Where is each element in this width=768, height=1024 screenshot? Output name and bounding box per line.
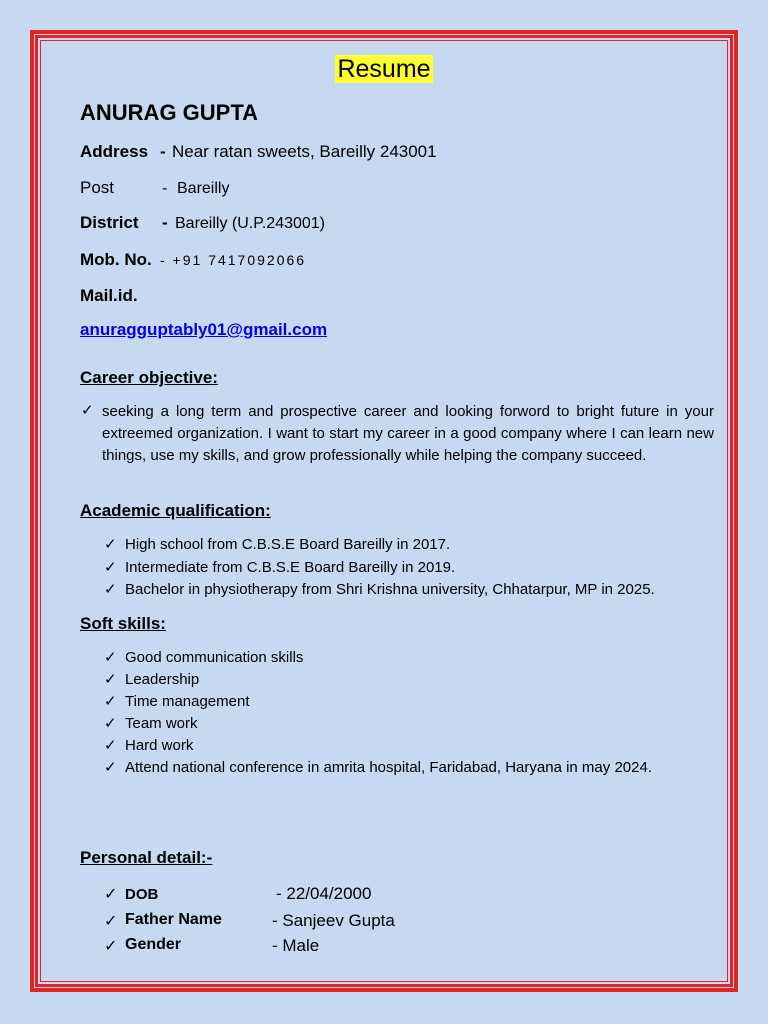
father-name-label: Father Name — [125, 911, 222, 928]
skill-item: Good communication skills — [125, 649, 304, 666]
post-dash: - — [162, 180, 168, 197]
academic-heading: Academic qualification: — [80, 501, 271, 520]
skill-item: Attend national conference in amrita hospital, Faridabad, Haryana in may 2024. — [125, 759, 652, 776]
skill-item: Hard work — [125, 737, 194, 754]
gender-value: - Male — [272, 936, 320, 955]
address-value: Near ratan sweets, Bareilly 243001 — [172, 142, 437, 161]
check-icon: ✓ — [104, 715, 117, 732]
mobile-value: - +91 7417092066 — [160, 252, 307, 268]
post-label: Post — [80, 178, 115, 197]
soft-skills-heading: Soft skills: — [80, 614, 166, 633]
check-icon: ✓ — [104, 649, 117, 666]
resume-title: Resume — [337, 55, 431, 83]
check-icon: ✓ — [104, 913, 118, 930]
dob-value: - 22/04/2000 — [276, 884, 372, 903]
check-icon: ✓ — [104, 886, 118, 903]
candidate-name: ANURAG GUPTA — [80, 100, 259, 125]
check-icon: ✓ — [104, 759, 117, 776]
career-objective-heading: Career objective: — [80, 368, 218, 387]
mail-label: Mail.id. — [80, 286, 138, 305]
address-dash: - — [160, 142, 166, 161]
check-icon: ✓ — [104, 671, 117, 688]
gender-label: Gender — [125, 936, 182, 953]
academic-item: High school from C.B.S.E Board Bareilly in 2017. — [125, 536, 451, 553]
email-link[interactable]: anuragguptably01@gmail.com — [80, 320, 328, 339]
check-icon: ✓ — [81, 402, 94, 419]
district-dash: - — [162, 213, 168, 232]
academic-item: Intermediate from C.B.S.E Board Bareilly in 2019. — [125, 559, 456, 576]
check-icon: ✓ — [104, 536, 117, 553]
skill-item: Time management — [125, 693, 250, 710]
career-objective-text: seeking a long term and prospective career and looking forword to bright future in your extreemed organization. I want to start my career in a good company where I can learn new things, use my skills, and grow professionally while helping the company succeed. — [102, 403, 714, 464]
personal-detail-heading: Personal detail:- — [80, 848, 213, 867]
post-value: Bareilly — [177, 180, 230, 197]
check-icon: ✓ — [104, 693, 117, 710]
skill-item: Team work — [125, 715, 198, 732]
father-name-value: - Sanjeev Gupta — [272, 911, 395, 930]
address-label: Address — [80, 142, 149, 161]
check-icon: ✓ — [104, 559, 117, 576]
academic-item: Bachelor in physiotherapy from Shri Krishna university, Chhatarpur, MP in 2025. — [125, 581, 655, 598]
district-value: Bareilly (U.P.243001) — [175, 215, 326, 232]
check-icon: ✓ — [104, 938, 118, 955]
district-label: District — [80, 213, 139, 232]
dob-label: DOB — [125, 886, 159, 903]
check-icon: ✓ — [104, 581, 117, 598]
skill-item: Leadership — [125, 671, 200, 688]
mobile-label: Mob. No. — [80, 250, 152, 269]
check-icon: ✓ — [104, 737, 117, 754]
